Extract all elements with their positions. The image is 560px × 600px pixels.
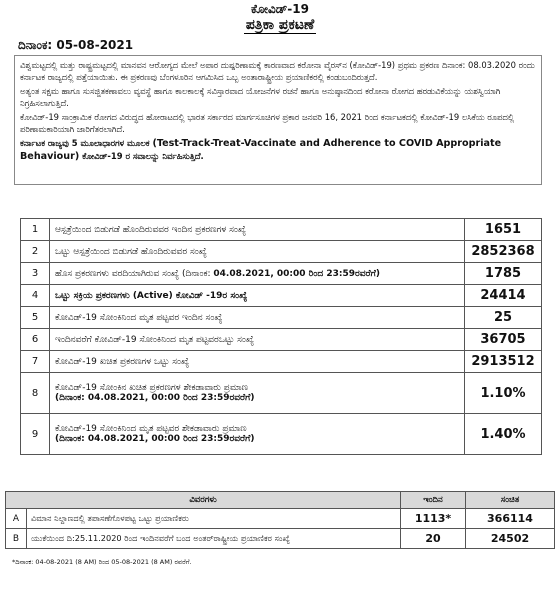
travel-header-row — [6, 492, 555, 509]
row-letter: A — [6, 509, 27, 529]
row-number: 2 — [21, 241, 50, 263]
row-label-extra: (ದಿನಾಂಕ: 04.08.2021, 00:00 ರಿಂದ 23:59ರವರೆಗೆ) — [55, 393, 255, 403]
column-header-cumulative: ಸಂಚಿತ — [466, 492, 555, 509]
press-release-heading — [0, 17, 560, 33]
stats-table — [20, 218, 542, 455]
row-value: 24414 — [465, 285, 542, 307]
row-label: ಯುಕೆಯಿಂದ ದಿ:25.11.2020 ರಿಂದ ಇಂದಿನವರೆಗೆ ಬಂದ ಅಂತರ್‌ರಾಷ್ಟ್ರೀಯ ಪ್ರಯಾಣಿಕರ ಸಂಖ್ಯೆ — [27, 529, 401, 549]
table-row — [21, 241, 542, 263]
row-label: ಆಸ್ಪತ್ರೆಯಿಂದ ಬಿಡುಗಡೆ ಹೊಂದಿರುವವರ ಇಂದಿನ ಪ್ರಕರಣಗಳ ಸಂಖ್ಯೆ — [50, 219, 465, 241]
row-number: 6 — [21, 329, 50, 351]
date-label: ದಿನಾಂಕ: 05-08-2021 — [18, 38, 134, 52]
column-header-today: ಇಂದಿನ — [401, 492, 466, 509]
intro-box — [14, 55, 542, 185]
row-label: ಒಟ್ಟು ಆಸ್ಪತ್ರೆಯಿಂದ ಬಿಡುಗಡೆ ಹೊಂದಿರುವವರ ಸಂಖ್ಯೆ — [50, 241, 465, 263]
row-value: 1651 — [465, 219, 542, 241]
row-letter: B — [6, 529, 27, 549]
row-label: ಇಂದಿನವರೆಗೆ ಕೋವಿಡ್-19 ಸೋಂಕಿನಿಂದ ಮೃತ ಪಟ್ಟವರಒಟ್ಟು ಸಂಖ್ಯೆ — [50, 329, 465, 351]
table-row — [21, 285, 542, 307]
row-label — [50, 263, 465, 285]
table-row — [21, 219, 542, 241]
table-row — [21, 329, 542, 351]
row-value: 2913512 — [465, 351, 542, 373]
table-row — [6, 509, 555, 529]
row-total: 366114 — [466, 509, 555, 529]
row-number: 7 — [21, 351, 50, 373]
row-value: 1.40% — [465, 414, 542, 455]
table-row — [6, 529, 555, 549]
table-row — [21, 414, 542, 455]
intro-paragraph-2: ಅತ್ಯಂತ ಸಕ್ಷಮ ಹಾಗೂ ಸುಸಜ್ಜಿತಕಣಾವಲು ವ್ಯವಸ್ಥೆ ಹಾಗೂ ಕಾಲಕಾಲಕ್ಕೆ ಸವಿಸ್ತಾರವಾದ ಯೋಜನೆಗಳ ರಚನೆ ಹಾಗೂ ಅನುಷ್ಠಾನದಿಂದ ಕರೋನಾ ರೋಗದ ಹರಡುವಿಕೆಯನ್ನು ಯಶಸ್ವಿಯಾಗಿ ನಿಗ್ರಹಿಸಲಾಗುತ್ತಿದೆ. — [20, 86, 501, 108]
row-label-extra: 04.08.2021, 00:00 ರಿಂದ 23:59ರವರೆಗೆ) — [213, 268, 381, 279]
row-value: 1785 — [465, 263, 542, 285]
row-label — [50, 414, 465, 455]
row-label — [50, 373, 465, 414]
row-number: 8 — [21, 373, 50, 414]
row-label-main: ಒಟ್ಟು ಸಕ್ರಿಯ ಪ್ರಕರಣಗಳು (Active) ಕೋವಿಡ್ -19ರ ಸಂಖ್ಯೆ — [55, 290, 248, 301]
row-label — [50, 285, 465, 307]
intro-paragraph-4-kn: ಕರ್ನಾಟಕ ರಾಜ್ಯವು 5 ಮೂಲಾಧಾರಗಳ ಮೂಲಕ — [20, 138, 150, 148]
footnote: *ದಿನಾಂಕ: 04-08-2021 (8 AM) ರಿಂದ 05-08-2021 (8 AM) ರವರೆಗೆ. — [12, 558, 192, 566]
press-release-heading-text: ಪತ್ರಿಕಾ ಪ್ರಕಟಣೆ — [245, 17, 315, 33]
row-today: 1113* — [401, 509, 466, 529]
row-total: 24502 — [466, 529, 555, 549]
row-value: 25 — [465, 307, 542, 329]
table-row — [21, 351, 542, 373]
row-label: ಕೋವಿಡ್-19 ಖಚಿತ ಪ್ರಕರಣಗಳ ಒಟ್ಟು ಸಂಖ್ಯೆ — [50, 351, 465, 373]
row-value: 2852368 — [465, 241, 542, 263]
table-row — [21, 263, 542, 285]
intro-paragraph-4-en: (Test-Track-Treat-Vaccinate and Adherence to COVID Appropriate Behaviour) — [20, 138, 502, 162]
row-value: 1.10% — [465, 373, 542, 414]
row-today: 20 — [401, 529, 466, 549]
document-title: ಕೋವಿಡ್-19 — [251, 2, 309, 16]
row-label: ವಿಮಾನ ನಿಲ್ದಾಣದಲ್ಲಿ ತಪಾಸಣೆಗೊಳಪಟ್ಟ ಒಟ್ಟು ಪ್ರಯಾಣಿಕರು — [27, 509, 401, 529]
row-value: 36705 — [465, 329, 542, 351]
intro-paragraph-4 — [20, 137, 536, 163]
row-label-main: ಕೋವಿಡ್-19 ಸೋಂಕಿನಿಂದ ಮೃತ ಪಟ್ಟವರ ಶೇಕಡಾವಾರು ಪ್ರಮಾಣ — [55, 424, 247, 434]
row-label-main: ಕೋವಿಡ್-19 ಸೋಂಕಿನ ಖಚಿತ ಪ್ರಕರಣಗಳ ಶೇಕಡಾವಾರು ಪ್ರಮಾಣ — [55, 383, 249, 393]
row-number: 9 — [21, 414, 50, 455]
row-label-main: ಹೊಸ ಪ್ರಕರಣಗಳು ವರದಿಯಾಗಿರುವ ಸಂಖ್ಯೆ (ದಿನಾಂಕ: — [55, 268, 211, 279]
row-label: ಕೋವಿಡ್-19 ಸೋಂಕಿನಿಂದ ಮೃತ ಪಟ್ಟವರ ಇಂದಿನ ಸಂಖ್ಯೆ — [50, 307, 465, 329]
travel-table — [5, 491, 555, 549]
intro-paragraph-3: ಕೋವಿಡ್-19 ಸಾಂಕ್ರಾಮಿಕ ರೋಗದ ವಿರುದ್ಧದ ಹೋರಾಟದಲ್ಲಿ ಭಾರತ ಸರ್ಕಾರದ ಮಾರ್ಗಸೂಚಿಗಳ ಪ್ರಕಾರ ಜನವರಿ 16, 2021 ರಿಂದ ಕರ್ನಾಟಕದಲ್ಲಿ ಕೋವಿಡ್-19 ಲಸಿಕೆಯ ರೂಪದಲ್ಲಿ ಪರಿಣಾಮಕಾರಿಯಾಗಿ ಜಾರಿಗೆತರಲಾಗಿದೆ. — [20, 112, 515, 134]
table-row — [21, 307, 542, 329]
row-number: 3 — [21, 263, 50, 285]
column-header-details: ವಿವರಗಳು — [6, 492, 401, 509]
intro-paragraph-4-tail: ಕೋವಿಡ್-19 ರ ಸವಾಲನ್ನು ನಿರ್ವಹಿಸುತ್ತಿದೆ. — [82, 151, 204, 161]
row-label-extra: (ದಿನಾಂಕ: 04.08.2021, 00:00 ರಿಂದ 23:59ರವರೆಗೆ) — [55, 434, 255, 444]
row-number: 4 — [21, 285, 50, 307]
table-row — [21, 373, 542, 414]
row-number: 1 — [21, 219, 50, 241]
intro-paragraph-1: ವಿಶ್ವಮಟ್ಟದಲ್ಲಿ ಮತ್ತು ರಾಷ್ಟ್ರಮಟ್ಟದಲ್ಲಿ ಮಾನವನ ಆರೋಗ್ಯದ ಮೇಲೆ ಅಪಾರ ದುಷ್ಪರಿಣಾಮಕ್ಕೆ ಕಾರಣವಾದ ಕರೋನಾ ವೈರಸ್‌ನ (ಕೋವಿಡ್-19) ಪ್ರಥಮ ಪ್ರಕರಣ ದಿನಾಂಕ: 08.03.2020 ರಂದು ಕರ್ನಾಟಕ ರಾಜ್ಯದಲ್ಲಿ ಪತ್ತೆಯಾಯಿತು. ಈ ಪ್ರಕರಣವು ಬೆಂಗಳೂರಿನ ಆಗಮಿಸಿದ ಒಬ್ಬ ಅಂತಾರಾಷ್ಟ್ರೀಯ ಪ್ರಯಾಣಿಕರಲ್ಲಿ ಕಂಡುಬಂದಿರುತ್ತದೆ. — [20, 60, 535, 82]
row-number: 5 — [21, 307, 50, 329]
